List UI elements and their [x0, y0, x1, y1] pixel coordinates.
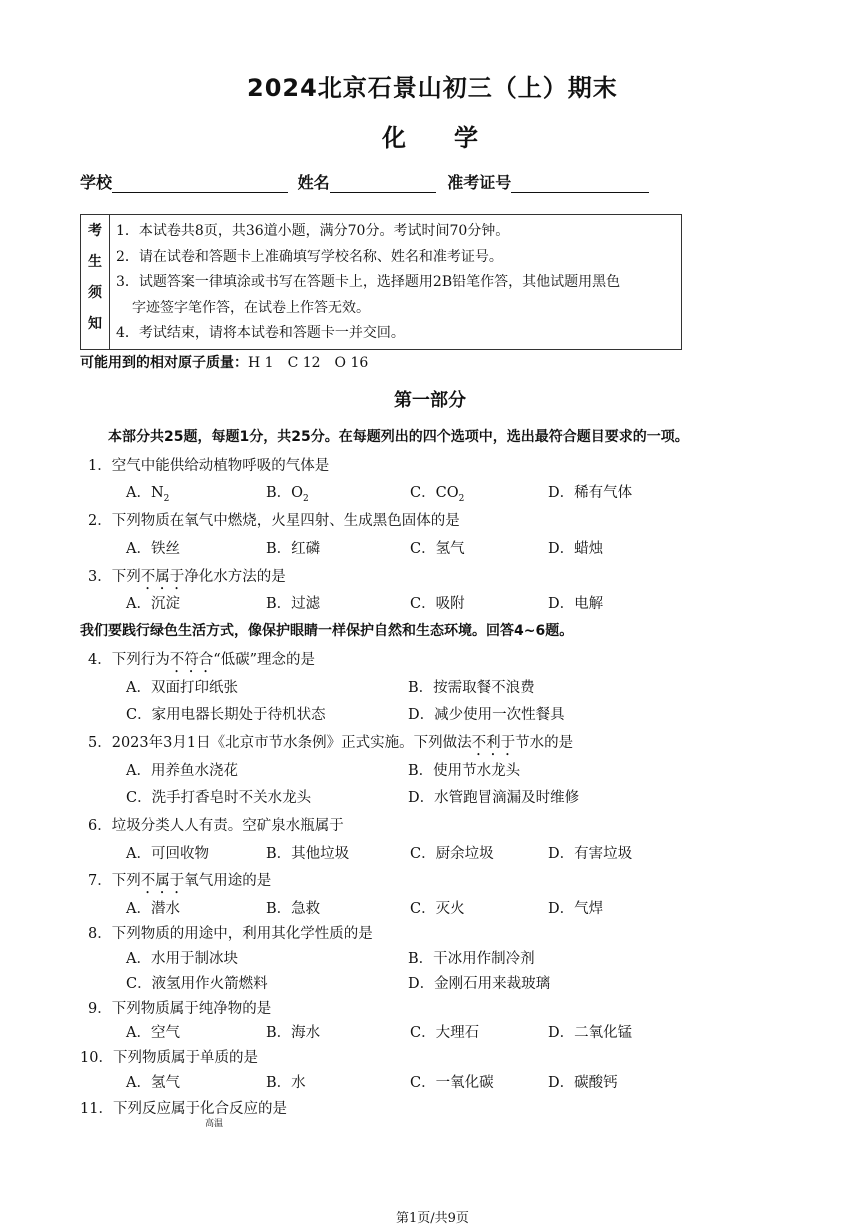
notice-item: 3．试题答案一律填涂或书写在答题卡上，选择题用2B铅笔作答，其他试题用黑色	[116, 274, 621, 290]
option-d: D．减少使用一次性餐具	[408, 707, 565, 723]
option-b: B．使用节水龙头	[408, 763, 521, 779]
atomic-mass-line	[80, 352, 368, 372]
question-stem: 8．下列物质的用途中，利用其化学性质的是	[88, 926, 373, 942]
notice-label	[81, 215, 110, 350]
option-a: A．氢气	[126, 1075, 180, 1091]
option-d: D．电解	[548, 596, 604, 612]
option-a: A．用养鱼水浇花	[126, 763, 238, 779]
school-label: 学校	[80, 173, 113, 192]
option-c: C．氢气	[410, 541, 465, 557]
option-d: D．碳酸钙	[548, 1075, 618, 1091]
option-b: B．过滤	[266, 596, 321, 612]
notice-box	[80, 214, 682, 350]
option-d: D．气焊	[548, 901, 604, 917]
question-stem: 11．下列反应属于化合反应的是	[80, 1101, 287, 1117]
notice-item: 字迹签字笔作答，在试卷上作答无效。	[132, 299, 370, 316]
option-c: C．$CO_2$	[410, 485, 465, 504]
question-stem: 5．2023年3月1日《北京市节水条例》正式实施。下列做法不利于节水的是	[88, 735, 574, 751]
option-c: C．灭火	[410, 901, 465, 917]
question-stem: 2．下列物质在氧气中燃烧，火星四射、生成黑色固体的是	[88, 513, 460, 529]
reaction-condition: 高温	[205, 1119, 224, 1129]
subject-title: 化 学	[382, 124, 478, 152]
option-d: D．有害垃圾	[548, 846, 633, 862]
option-c: C．吸附	[410, 596, 465, 612]
option-d: D．二氧化锰	[548, 1025, 633, 1041]
page-number: 第1页/共9页	[396, 1211, 469, 1226]
question-stem: 1．空气中能供给动植物呼吸的气体是	[88, 458, 330, 474]
option-a: A．可回收物	[126, 846, 209, 862]
exam-id-label: 准考证号	[447, 173, 512, 192]
notice-label-char: 生	[88, 254, 102, 270]
option-d: D．稀有气体	[548, 485, 633, 501]
question-stem: 3．下列不属于净化水方法的是	[88, 569, 286, 585]
option-a: A．双面打印纸张	[126, 680, 238, 696]
option-c: C．家用电器长期处于待机状态	[126, 707, 326, 723]
question-stem: 7．下列不属于氧气用途的是	[88, 873, 272, 889]
option-b: B．水	[266, 1075, 306, 1091]
option-d: D．金刚石用来裁玻璃	[408, 976, 551, 992]
option-b: B．红磷	[266, 541, 321, 557]
group-note: 我们要践行绿色生活方式，像保护眼睛一样保护自然和生态环境。回答4~6题。	[80, 623, 574, 639]
option-c: C．洗手打香皂时不关水龙头	[126, 790, 312, 806]
option-b: B．其他垃圾	[266, 846, 350, 862]
atomic-mass-values: H 1 C 12 O 16	[248, 355, 369, 371]
notice-label-char: 须	[88, 285, 102, 301]
question-stem: 9．下列物质属于纯净物的是	[88, 1001, 272, 1017]
question-stem: 4．下列行为不符合“低碳”理念的是	[88, 652, 316, 668]
option-c: C．厨余垃圾	[410, 846, 494, 862]
info-line	[80, 170, 649, 193]
atomic-mass-label: 可能用到的相对原子质量：	[80, 355, 248, 371]
option-b: B．急救	[266, 901, 321, 917]
option-c: C．大理石	[410, 1025, 480, 1041]
option-a: A．$N_2$	[126, 485, 170, 504]
page-title: 2024北京石景山初三（上）期末	[247, 74, 618, 102]
question-stem: 10．下列物质属于单质的是	[80, 1050, 258, 1066]
name-field	[330, 176, 436, 193]
option-b: B．干冰用作制冷剂	[408, 951, 535, 967]
option-a: A．潜水	[126, 901, 180, 917]
option-c: C．一氧化碳	[410, 1075, 494, 1091]
option-b: B．按需取餐不浪费	[408, 680, 535, 696]
section-intro: 本部分共25题，每题1分，共25分。在每题列出的四个选项中，选出最符合题目要求的一项。	[108, 429, 689, 445]
option-b: B．$O_2$	[266, 485, 309, 504]
notice-item: 1．本试卷共8页，共36道小题，满分70分。考试时间70分钟。	[116, 223, 510, 239]
option-d: D．水管跑冒滴漏及时维修	[408, 790, 580, 806]
notice-items	[110, 215, 682, 350]
option-d: D．蜡烛	[548, 541, 604, 557]
option-a: A．空气	[126, 1025, 180, 1041]
section-title: 第一部分	[394, 390, 466, 411]
notice-label-char: 考	[88, 223, 102, 239]
option-c: C．液氢用作火箭燃料	[126, 976, 268, 992]
option-b: B．海水	[266, 1025, 321, 1041]
name-label: 姓名	[297, 173, 330, 192]
option-a: A．沉淀	[126, 596, 180, 612]
option-a: A．铁丝	[126, 541, 180, 557]
option-a: A．水用于制冰块	[126, 951, 238, 967]
exam-id-field	[511, 176, 649, 193]
notice-item: 4．考试结束，请将本试卷和答题卡一并交回。	[116, 325, 405, 341]
question-stem: 6．垃圾分类人人有责。空矿泉水瓶属于	[88, 818, 344, 834]
notice-item: 2．请在试卷和答题卡上准确填写学校名称、姓名和准考证号。	[116, 248, 503, 265]
notice-label-char: 知	[88, 316, 102, 332]
school-field	[112, 176, 288, 193]
